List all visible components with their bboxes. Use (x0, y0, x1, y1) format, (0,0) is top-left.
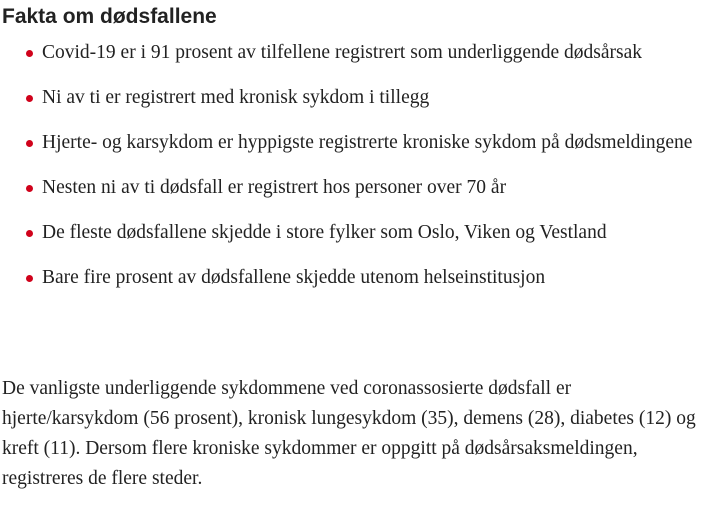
fact-item (0, 83, 706, 113)
fact-text: Bare fire prosent av dødsfallene skjedde utenom helseinstitusjon (42, 267, 546, 288)
fact-text: Covid-19 er i 91 prosent av tilfellene registrert som underliggende dødsårsak (42, 42, 643, 63)
fact-item (0, 263, 706, 293)
fact-text: Ni av ti er registrert med kronisk sykdom i tillegg (42, 87, 430, 108)
fact-list (0, 38, 706, 308)
bullet-dot-icon (26, 140, 33, 147)
fact-text: Hjerte- og karsykdom er hyppigste registrerte kroniske sykdom på dødsmeldingene (42, 132, 693, 153)
bullet-dot-icon (26, 230, 33, 237)
bullet-dot-icon (26, 185, 33, 192)
fact-text: De fleste dødsfallene skjedde i store fylker som Oslo, Viken og Vestland (42, 222, 607, 243)
body-paragraph: De vanligste underliggende sykdommene ved coronassosierte dødsfall er hjerte/karsykdom (56 prosent), kronisk lungesykdom (35), demens (28), diabetes (12) og kreft (11). Dersom flere kroniske sykdommer er oppgitt på dødsårsaksmeldingen, registreres de flere steder. (2, 378, 696, 489)
fact-item (0, 218, 706, 248)
fact-item (0, 38, 706, 68)
fact-item (0, 128, 706, 158)
bullet-dot-icon (26, 95, 33, 102)
fact-item (0, 173, 706, 203)
fact-text: Nesten ni av ti dødsfall er registrert hos personer over 70 år (42, 177, 507, 198)
bullet-dot-icon (26, 50, 33, 57)
bullet-dot-icon (26, 275, 33, 282)
fact-box-heading: Fakta om dødsfallene (2, 5, 217, 28)
